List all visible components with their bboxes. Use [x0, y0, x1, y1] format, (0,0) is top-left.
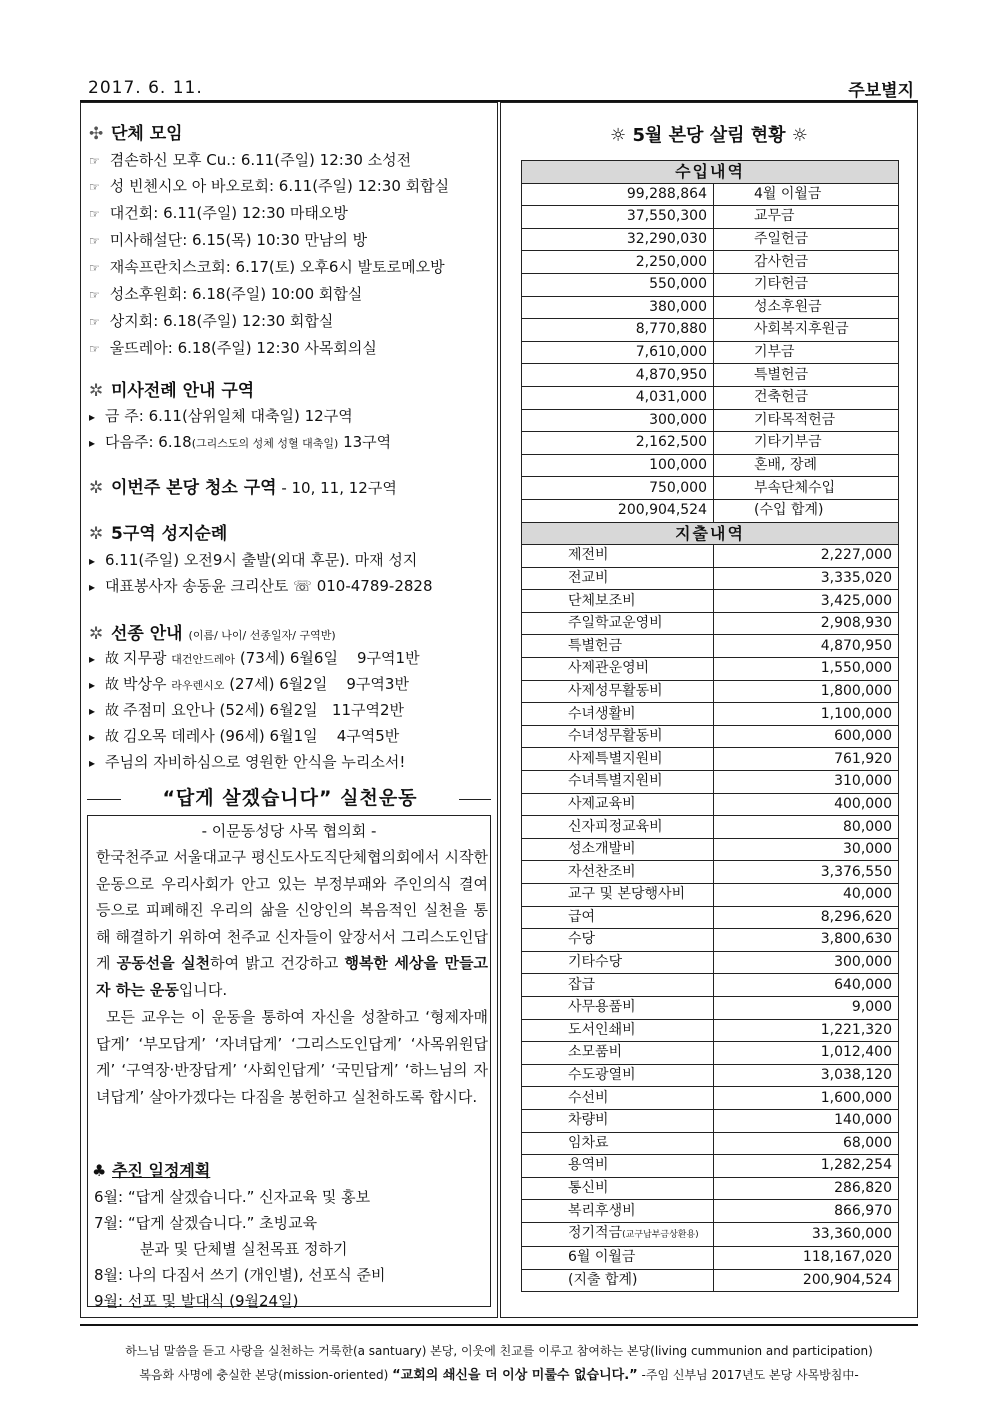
arrow-icon: ▸: [89, 652, 96, 666]
baptismal-name: 대건안드레아: [171, 653, 236, 666]
income-label: 건축헌금: [714, 386, 899, 409]
income-label: 성소후원금: [714, 296, 899, 319]
expense-label: [522, 838, 714, 861]
expense-label: [522, 793, 714, 816]
income-label: 4월 이월금: [714, 183, 899, 206]
expense-label-text: 정기적금: [568, 1224, 623, 1241]
plan-title: 추진 일정계획: [112, 1161, 211, 1180]
expense-amount: 80,000: [714, 816, 899, 839]
expense-label: [522, 590, 714, 613]
list-item: [89, 751, 405, 772]
income-label: 부속단체수입: [714, 477, 899, 500]
expense-amount: 4,870,950: [714, 635, 899, 658]
expense-amount: 1,550,000: [714, 658, 899, 681]
groups-heading: [89, 119, 183, 144]
funeral-heading: [89, 619, 336, 644]
expense-label: [522, 816, 714, 839]
asterisk-icon: ✲: [89, 381, 104, 401]
sun-icon: ☼: [610, 125, 627, 146]
expense-label: [522, 612, 714, 635]
expense-label: [522, 771, 714, 794]
expense-label: [522, 1064, 714, 1087]
list-item: [89, 725, 399, 746]
expense-row: [522, 974, 899, 997]
mass-guide-heading: [89, 376, 254, 401]
list-item-text: 재속프란치스코회: 6.17(토) 오후6시 발토로메오방: [109, 258, 445, 276]
expense-row: [522, 861, 899, 884]
expense-amount: 286,820: [714, 1177, 899, 1200]
expense-row: [522, 1019, 899, 1042]
list-item-text: 겸손하신 모후 Cu.: 6.11(주일) 12:30 소성전: [109, 151, 412, 169]
list-item: [89, 405, 353, 426]
expense-amount: 1,600,000: [714, 1087, 899, 1110]
expense-label-text: 사제관운영비: [568, 660, 650, 677]
expense-label-text: 신자피정교육비: [568, 818, 663, 835]
expense-row: [522, 1269, 899, 1292]
expense-row: [522, 1064, 899, 1087]
footer: [80, 1324, 918, 1383]
pointing-hand-icon: ☞: [89, 154, 100, 168]
arrow-icon: ▸: [89, 436, 96, 450]
income-label: 기부금: [714, 341, 899, 364]
list-item: [89, 175, 449, 196]
plan-item: 분과 및 단체별 실천목표 정하기: [140, 1240, 348, 1258]
cleaning-heading: [89, 473, 397, 498]
income-amount: 7,610,000: [522, 341, 714, 364]
expense-label-text: 복리후생비: [568, 1202, 636, 1219]
expense-amount: 1,100,000: [714, 703, 899, 726]
footer-line-1: 하느님 말씀을 듣고 사랑을 실천하는 거룩한(a santuary) 본당, 이웃에 친교를 이루고 참여하는 본당(living cummunion and participation): [125, 1344, 873, 1358]
expense-row: [522, 816, 899, 839]
footer-line-2: [80, 1364, 918, 1383]
income-row: [522, 432, 899, 455]
expense-label: [522, 996, 714, 1019]
bulletin-title: 주보별지: [848, 81, 914, 101]
pointing-hand-icon: ☞: [89, 288, 100, 302]
expense-row: [522, 884, 899, 907]
footer-text: -주임 신부님 2017년도 본당 사목방침中-: [637, 1368, 859, 1382]
list-item: [89, 673, 409, 694]
income-row: [522, 273, 899, 296]
expense-amount: 3,376,550: [714, 861, 899, 884]
expense-label: [522, 1155, 714, 1178]
expense-row: [522, 1042, 899, 1065]
expense-amount: 300,000: [714, 951, 899, 974]
arrow-icon: ▸: [89, 756, 96, 770]
arrow-icon: ▸: [89, 410, 96, 424]
mass-guide-title: 미사전례 안내 구역: [111, 381, 255, 401]
expense-label: [522, 680, 714, 703]
pointing-hand-icon: ☞: [89, 342, 100, 356]
income-row: [522, 319, 899, 342]
club-icon: ♣: [92, 1161, 107, 1180]
expense-amount: 68,000: [714, 1132, 899, 1155]
footer-text: 복음화 사명에 충실한 본당(mission-oriented): [139, 1368, 393, 1382]
paragraph-emphasis: 공동선을 실천: [116, 954, 211, 972]
expense-amount: 200,904,524: [714, 1269, 899, 1292]
plan-heading: [92, 1158, 210, 1181]
expense-label-note: (교구납부금상환용): [622, 1229, 699, 1240]
expense-row: [522, 1109, 899, 1132]
deceased-info: (52세) 6월2일 11구역2반: [219, 701, 405, 719]
list-item-text: 성소후원회: 6.18(주일) 10:00 회합실: [109, 285, 363, 303]
campaign-paragraph-2: 모든 교우는 이 운동을 통하여 자신을 성찰하고 ‘형제자매답게’ ‘부모답게’ ‘자녀답게’ ‘그리스도인답게’ ‘사목위원답게’ ‘구역장·반장답게’ ‘사회인답게’ ‘국민답게’ ‘하느님의 자녀답게’ 살아가겠다는 다짐을 봉헌하고 실천하도록 합시다.: [96, 1008, 488, 1106]
plan-item: 9월: 선포 및 발대식 (9월24일): [94, 1292, 299, 1310]
list-item-text: 대건회: 6.11(주일) 12:30 마태오방: [109, 204, 348, 222]
deceased-mark: 故: [105, 651, 119, 667]
expense-label: [522, 1132, 714, 1155]
expense-label-text: 용역비: [568, 1157, 609, 1174]
list-item-text: 상지회: 6.18(주일) 12:30 회합실: [109, 312, 334, 330]
page-header: [80, 76, 918, 100]
baptismal-name: 라우렌시오: [171, 679, 225, 692]
income-section: [522, 161, 899, 523]
paragraph-text: 하여 밝고 건강하고: [210, 954, 345, 972]
expense-label: [522, 1177, 714, 1200]
expense-amount: 1,012,400: [714, 1042, 899, 1065]
expense-label-text: 소모품비: [568, 1044, 623, 1061]
income-amount: 380,000: [522, 296, 714, 319]
list-item-text: 금 주: 6.11(삼위일체 대축일) 12구역: [105, 407, 353, 425]
prayer-text: 주님의 자비하심으로 영원한 안식을 누리소서!: [105, 753, 406, 771]
expense-row: [522, 725, 899, 748]
expense-row: [522, 906, 899, 929]
arrow-icon: ▸: [89, 730, 96, 744]
campaign-paragraph-1: [96, 844, 488, 1003]
funeral-title: 선종 안내: [111, 624, 183, 644]
expense-amount: 140,000: [714, 1109, 899, 1132]
expense-label: [522, 748, 714, 771]
list-item: [89, 202, 348, 223]
income-row: [522, 386, 899, 409]
expense-label-text: 수선비: [568, 1089, 609, 1106]
expense-label-text: 수당: [568, 931, 596, 948]
expense-amount: 1,800,000: [714, 680, 899, 703]
expense-label: [522, 951, 714, 974]
expense-amount: 30,000: [714, 838, 899, 861]
pointing-hand-icon: ☞: [89, 315, 100, 329]
list-item: [89, 256, 445, 277]
income-label: 특별헌금: [714, 364, 899, 387]
plan-item: 8월: 나의 다짐서 쓰기 (개인별), 선포식 준비: [94, 1266, 386, 1284]
expense-label-text: 자선찬조비: [568, 863, 636, 880]
expense-row: [522, 929, 899, 952]
income-label: 감사헌금: [714, 251, 899, 274]
income-amount: 2,162,500: [522, 432, 714, 455]
deceased-name: 박상우: [123, 675, 167, 693]
expense-label-text: 수녀특별지원비: [568, 773, 663, 790]
finance-title: 5월 본당 살림 현황: [632, 125, 786, 146]
expense-label: [522, 861, 714, 884]
expense-amount: 1,282,254: [714, 1155, 899, 1178]
asterisk-icon: ✲: [89, 524, 104, 544]
expense-row: [522, 680, 899, 703]
income-label: 교무금: [714, 206, 899, 229]
income-header-row: [522, 161, 899, 184]
list-item: [89, 549, 417, 570]
expense-row: [522, 748, 899, 771]
cross-icon: ✣: [89, 124, 104, 144]
expense-amount: 33,360,000: [714, 1222, 899, 1246]
income-label: 기타헌금: [714, 273, 899, 296]
list-item: [89, 283, 362, 304]
expense-amount: 2,908,930: [714, 612, 899, 635]
income-row: [522, 228, 899, 251]
expense-label-text: 수도광열비: [568, 1067, 636, 1084]
expense-label: [522, 974, 714, 997]
list-item: [89, 647, 420, 668]
list-item: [89, 149, 411, 170]
finance-table: [521, 160, 899, 1292]
paragraph-text: 입니다.: [178, 980, 228, 999]
expense-label-text: 6월 이월금: [568, 1249, 636, 1266]
expense-row: [522, 1132, 899, 1155]
expense-label-text: 사제교육비: [568, 795, 636, 812]
expense-amount: 40,000: [714, 884, 899, 907]
expense-label-text: 제전비: [568, 547, 609, 564]
deceased-mark: 故: [105, 729, 119, 745]
income-row: [522, 477, 899, 500]
expense-amount: 2,227,000: [714, 545, 899, 568]
expense-amount: 9,000: [714, 996, 899, 1019]
plan-item: 6월: “답게 살겠습니다.” 신자교육 및 홍보: [94, 1188, 371, 1206]
list-item: [89, 310, 333, 331]
plan-item: 7월: “답게 살겠습니다.” 초빙교육: [94, 1214, 318, 1232]
income-amount: 550,000: [522, 273, 714, 296]
deceased-mark: 故: [105, 677, 119, 693]
expense-section: [522, 522, 899, 1292]
expense-label-text: 성소개발비: [568, 841, 636, 858]
list-item-text: 미사해설단: 6.15(목) 10:30 만남의 방: [109, 231, 368, 249]
expense-amount: 400,000: [714, 793, 899, 816]
expense-header-row: [522, 522, 899, 545]
arrow-icon: ▸: [89, 554, 96, 568]
income-header: 수입내역: [522, 161, 899, 184]
groups-title: 단체 모임: [111, 124, 183, 144]
expense-label: [522, 1200, 714, 1223]
expense-row: [522, 658, 899, 681]
income-amount: 99,288,864: [522, 183, 714, 206]
income-row: [522, 183, 899, 206]
list-item-text: 대표봉사자 송동윤 크리산토 ☏ 010-4789-2828: [105, 577, 433, 595]
expense-label: [522, 1109, 714, 1132]
expense-label-text: 특별헌금: [568, 637, 623, 654]
expense-label-text: 차량비: [568, 1112, 609, 1129]
income-amount: 200,904,524: [522, 499, 714, 522]
expense-amount: 3,425,000: [714, 590, 899, 613]
income-row: [522, 341, 899, 364]
expense-row: [522, 771, 899, 794]
expense-label-text: 임차료: [568, 1134, 609, 1151]
expense-amount: 118,167,020: [714, 1246, 899, 1269]
expense-row: [522, 1177, 899, 1200]
list-item: [89, 229, 367, 250]
income-amount: 4,031,000: [522, 386, 714, 409]
right-column: [500, 102, 918, 1318]
left-column: [80, 102, 498, 1318]
expense-label-text: 사무용품비: [568, 999, 636, 1016]
expense-amount: 866,970: [714, 1200, 899, 1223]
expense-amount: 640,000: [714, 974, 899, 997]
expense-label-text: 기타수당: [568, 954, 623, 971]
asterisk-icon: ✲: [89, 624, 104, 644]
deceased-name: 김오목 데레사: [123, 727, 215, 745]
list-item: [89, 431, 391, 452]
expense-row: [522, 703, 899, 726]
finance-heading: [501, 121, 917, 147]
pointing-hand-icon: ☞: [89, 234, 100, 248]
income-label: 사회복지후원금: [714, 319, 899, 342]
income-amount: 32,290,030: [522, 228, 714, 251]
expense-label: [522, 635, 714, 658]
expense-row: [522, 951, 899, 974]
asterisk-icon: ✲: [89, 478, 104, 498]
bulletin-date: 2017. 6. 11.: [88, 78, 203, 98]
income-label: 주일헌금: [714, 228, 899, 251]
expense-label: [522, 725, 714, 748]
list-item-note: (그리스도의 성체 성혈 대축일): [191, 437, 339, 450]
deceased-info: (96세) 6월1일 4구역5반: [219, 727, 400, 745]
expense-row: [522, 1222, 899, 1246]
list-item-text: 성 빈첸시오 아 바오로회: 6.11(주일) 12:30 회합실: [109, 177, 450, 195]
expense-label: [522, 1019, 714, 1042]
expense-amount: 761,920: [714, 748, 899, 771]
list-item: [89, 699, 404, 720]
expense-label: [522, 1042, 714, 1065]
income-amount: 37,550,300: [522, 206, 714, 229]
expense-label-text: 사제특별지원비: [568, 750, 663, 767]
pointing-hand-icon: ☞: [89, 207, 100, 221]
income-label: 기타기부금: [714, 432, 899, 455]
income-row: [522, 499, 899, 522]
expense-row: [522, 996, 899, 1019]
expense-label-text: 통신비: [568, 1180, 609, 1197]
expense-header: 지출내역: [522, 522, 899, 545]
expense-row: [522, 1087, 899, 1110]
list-item-text: 다음주: 6.18: [105, 433, 192, 451]
expense-row: [522, 1155, 899, 1178]
expense-label: [522, 1269, 714, 1292]
income-amount: 2,250,000: [522, 251, 714, 274]
expense-row: [522, 1200, 899, 1223]
expense-amount: 3,038,120: [714, 1064, 899, 1087]
expense-row: [522, 1246, 899, 1269]
expense-row: [522, 545, 899, 568]
expense-label-text: 수녀생활비: [568, 705, 636, 722]
expense-label: [522, 703, 714, 726]
pilgrimage-title: 5구역 성지순례: [111, 524, 228, 544]
expense-label: [522, 1246, 714, 1269]
expense-label-text: 전교비: [568, 569, 609, 586]
expense-label-text: (지출 합계): [568, 1271, 638, 1288]
paragraph-text: 한국천주교 서울대교구 평신도사도직단체협의회에서 시작한 운동으로 우리사회가 안고 있는 부정부패와 주인의식 결여 등으로 피폐해진 우리의 삶을 신앙인의 복음적인 실천을 통해 해결하기 위하여 천주교 신자들이 앞장서서 그리스도인답게: [96, 848, 488, 972]
income-label: 기타목적헌금: [714, 409, 899, 432]
funeral-subtitle: (이름/ 나이/ 선종일자/ 구역반): [188, 629, 336, 642]
pilgrimage-heading: [89, 519, 227, 544]
expense-amount: 310,000: [714, 771, 899, 794]
cleaning-title: 이번주 본당 청소 구역: [111, 478, 277, 498]
expense-row: [522, 590, 899, 613]
income-amount: 8,770,880: [522, 319, 714, 342]
campaign-box: [87, 815, 491, 1310]
list-item-text: 13구역: [338, 433, 392, 451]
expense-amount: 8,296,620: [714, 906, 899, 929]
list-item: [89, 575, 433, 596]
expense-label-text: 단체보조비: [568, 592, 636, 609]
expense-label: [522, 567, 714, 590]
income-amount: 100,000: [522, 454, 714, 477]
expense-amount: 600,000: [714, 725, 899, 748]
arrow-icon: ▸: [89, 704, 96, 718]
income-row: [522, 296, 899, 319]
income-row: [522, 454, 899, 477]
expense-row: [522, 793, 899, 816]
income-row: [522, 206, 899, 229]
expense-label-text: 잡급: [568, 976, 596, 993]
income-label: 혼배, 장례: [714, 454, 899, 477]
expense-label-text: 도서인쇄비: [568, 1021, 636, 1038]
deceased-name: 지무광: [123, 649, 167, 667]
expense-label-text: 수녀성무활동비: [568, 728, 663, 745]
income-amount: 300,000: [522, 409, 714, 432]
expense-label-text: 급여: [568, 908, 596, 925]
footer-motto: “교회의 쇄신을 더 이상 미룰수 없습니다.”: [392, 1368, 638, 1383]
expense-amount: 3,800,630: [714, 929, 899, 952]
expense-amount: 1,221,320: [714, 1019, 899, 1042]
expense-amount: 3,335,020: [714, 567, 899, 590]
income-row: [522, 364, 899, 387]
expense-label-text: 사제성무활동비: [568, 682, 663, 699]
list-item-text: 울뜨레아: 6.18(주일) 12:30 사목회의실: [109, 339, 377, 357]
deceased-info: (73세) 6월6일 9구역1반: [239, 649, 420, 667]
pointing-hand-icon: ☞: [89, 261, 100, 275]
deceased-mark: 故: [105, 703, 119, 719]
paragraph-emphasis: 행복한 세상을 만들고자 하는 운동: [96, 954, 488, 999]
income-amount: 750,000: [522, 477, 714, 500]
income-row: [522, 409, 899, 432]
income-amount: 4,870,950: [522, 364, 714, 387]
deceased-name: 주점미 요안나: [123, 701, 215, 719]
expense-label: [522, 884, 714, 907]
expense-label: [522, 1222, 714, 1246]
list-item: [89, 337, 377, 358]
campaign-subtitle: - 이문동성당 사목 협의회 -: [201, 822, 377, 840]
sun-icon: ☼: [791, 125, 808, 146]
list-item-text: 6.11(주일) 오전9시 출발(외대 후문). 마재 성지: [105, 551, 418, 569]
expense-label-text: 교구 및 본당행사비: [568, 886, 686, 903]
income-label: (수입 합계): [714, 499, 899, 522]
expense-label: [522, 545, 714, 568]
expense-label-text: 주일학교운영비: [568, 615, 663, 632]
cleaning-value: - 10, 11, 12구역: [276, 479, 397, 497]
deceased-info: (27세) 6월2일 9구역3반: [229, 675, 409, 693]
expense-label: [522, 929, 714, 952]
income-row: [522, 251, 899, 274]
expense-label: [522, 1087, 714, 1110]
expense-label: [522, 658, 714, 681]
expense-label: [522, 906, 714, 929]
expense-row: [522, 635, 899, 658]
arrow-icon: ▸: [89, 678, 96, 692]
arrow-icon: ▸: [89, 580, 96, 594]
expense-row: [522, 567, 899, 590]
pointing-hand-icon: ☞: [89, 180, 100, 194]
expense-row: [522, 838, 899, 861]
expense-row: [522, 612, 899, 635]
campaign-title: “답게 살겠습니다” 실천운동: [121, 783, 459, 810]
